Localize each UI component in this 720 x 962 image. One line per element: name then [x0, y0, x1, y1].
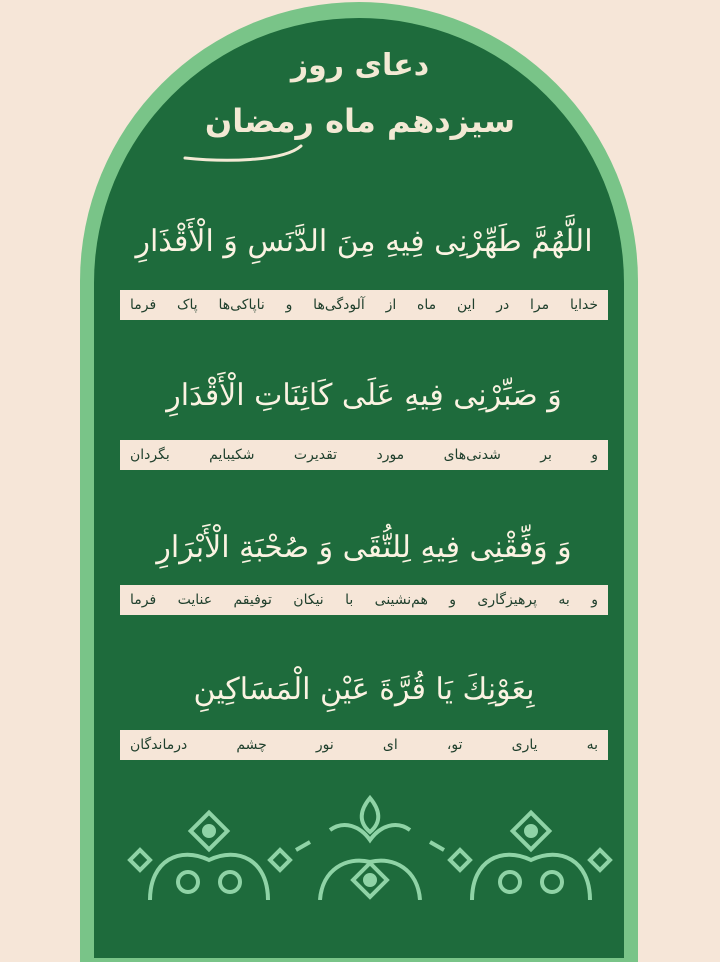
title-swash-ornament [183, 140, 303, 164]
persian-translation-1: خدایا مرا در این ماه از آلودگی‌ها و ناپاکی‌ها پاک فرما [120, 290, 608, 320]
page-title-line-1: دعای روز [290, 48, 430, 83]
arabic-verse-4: بِعَوْنِكَ یَا قُرَّةَ عَیْنِ الْمَسَاكِینِ [193, 672, 535, 707]
arabic-verse-3: وَ وَفِّقْنِی فِیهِ لِلتُّقَی وَ صُحْبَةِ الْأَبْرَارِ [156, 530, 572, 565]
persian-translation-4: به یاری تو، ای نور چشم درماندگان [120, 730, 608, 760]
persian-translation-2: و بر شدنی‌های مورد تقدیرت شکیبایم بگردان [120, 440, 608, 470]
arabic-verse-1: اللَّهُمَّ طَهِّرْنِی فِیهِ مِنَ الدَّنَسِ وَ الْأَقْذَارِ [135, 224, 593, 259]
persian-translation-3: و به پرهیزگاری و هم‌نشینی با نیکان توفیقم عنایت فرما [120, 585, 608, 615]
page-title-line-2: سیزدهم ماه رمضان [204, 102, 516, 140]
arabic-verse-2: وَ صَبِّرْنِی فِیهِ عَلَی كَائِنَاتِ الْأَقْدَارِ [166, 378, 562, 413]
floral-ornament [110, 790, 630, 900]
